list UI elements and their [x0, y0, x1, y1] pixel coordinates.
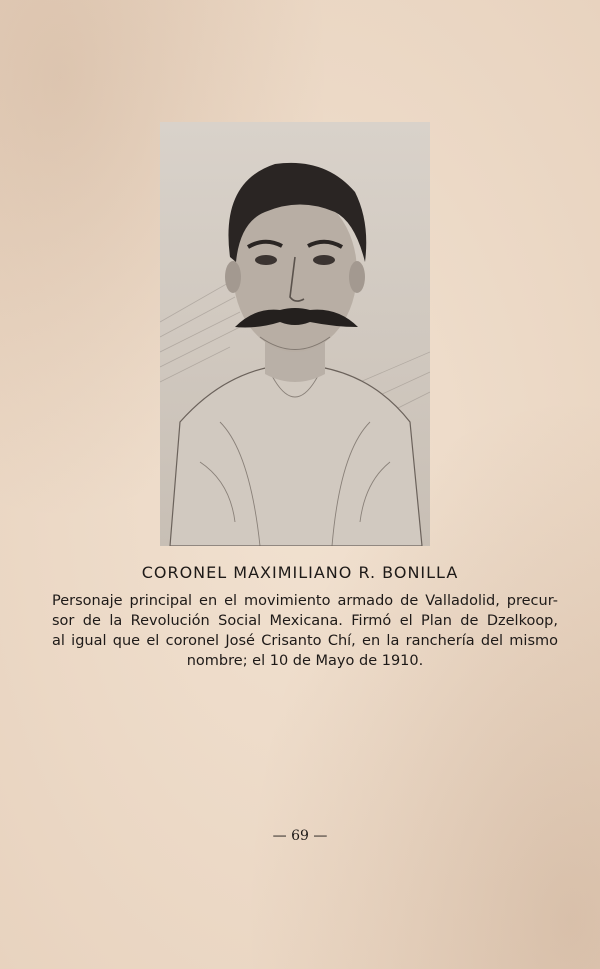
- caption-line: nombre; el 10 de Mayo de 1910.: [186, 653, 424, 669]
- caption-text: [52, 591, 558, 671]
- page-number: — 69 —: [272, 828, 328, 844]
- portrait-photograph: [160, 122, 430, 546]
- portrait-drawing: [160, 122, 430, 546]
- caption-line: sor de la Revolución Social Mexicana. Firmó el Plan de Dzelkoop,: [52, 613, 558, 629]
- caption-title: CORONEL MAXIMILIANO R. BONILLA: [141, 563, 459, 582]
- caption-line: Personaje principal en el movimiento armado de Valladolid, precur-: [52, 593, 558, 609]
- caption-line: al igual que el coronel José Crisanto Chí, en la ranchería del mismo: [52, 633, 558, 649]
